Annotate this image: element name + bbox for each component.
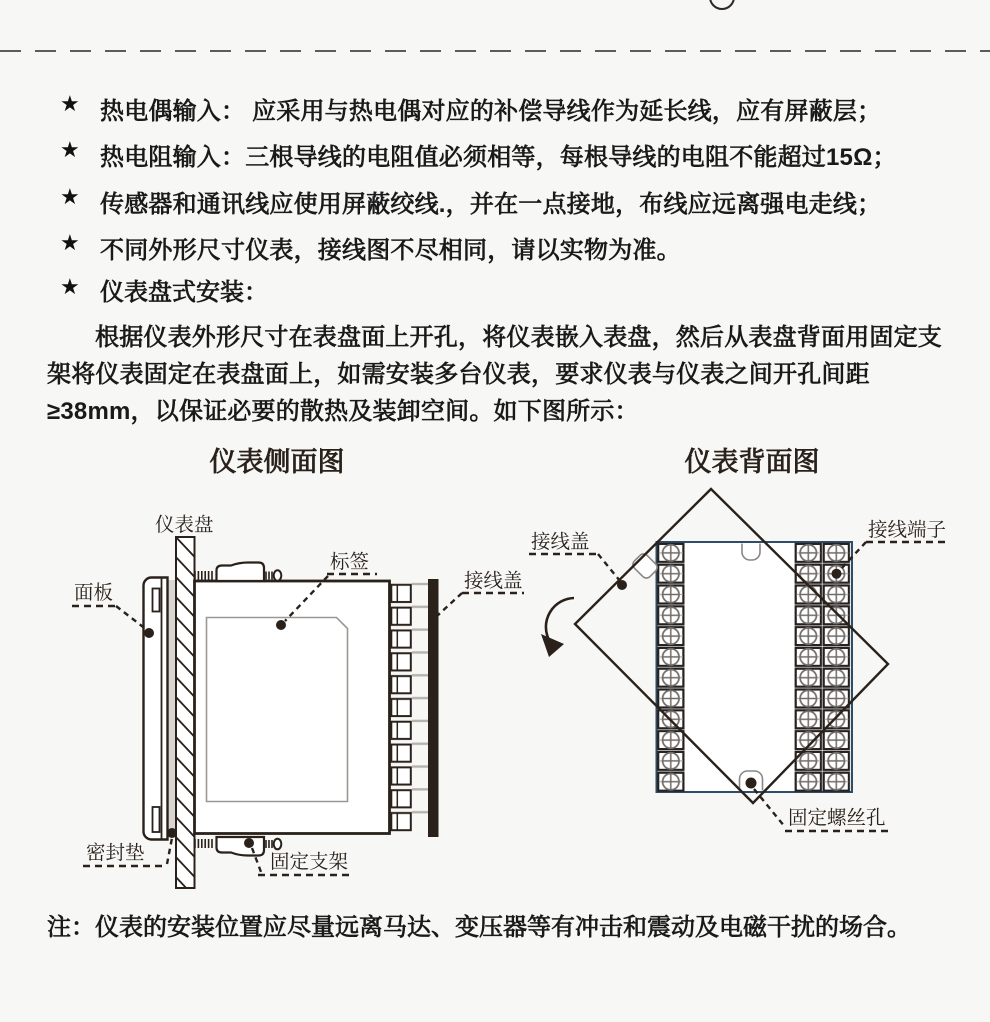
install-paragraph: 根据仪表外形尺寸在表盘面上开孔，将仪表嵌入表盘，然后从表盘背面用固定支架将仪表固定在表盘面上，如需安装多台仪表，要求仪表与仪表之间开孔间距≥38mm，以保证必要的散热及装卸空间。如下图所示： bbox=[47, 324, 942, 425]
top-dashed-divider bbox=[0, 50, 990, 52]
terminal-column-left bbox=[657, 543, 685, 793]
svg-text:标签: 标签 bbox=[330, 551, 370, 573]
installation-diagrams bbox=[0, 435, 990, 895]
bullet-item bbox=[0, 137, 990, 171]
svg-text:接线盖: 接线盖 bbox=[464, 570, 523, 592]
svg-text:接线盖: 接线盖 bbox=[531, 531, 590, 553]
bullet-item bbox=[0, 230, 990, 264]
label-panel-board: 仪表盘 bbox=[155, 514, 214, 536]
top-bracket-screw bbox=[195, 563, 281, 582]
bottom-bracket-screw bbox=[195, 837, 281, 856]
svg-text:固定支架: 固定支架 bbox=[270, 851, 349, 873]
callout-front-panel bbox=[72, 582, 154, 638]
svg-text:密封垫: 密封垫 bbox=[86, 842, 145, 864]
rotate-arrow-icon bbox=[541, 598, 574, 657]
back-view-title: 仪表背面图 bbox=[684, 447, 820, 477]
front-bezel bbox=[144, 578, 168, 840]
callout-terminal-cover-side bbox=[437, 570, 524, 616]
bottom-note: 注：仪表的安装位置应尽量远离马达、变压器等有冲击和震动及电磁干扰的场合。 bbox=[47, 914, 911, 941]
star-icon: ★ bbox=[60, 184, 80, 209]
terminal-strip bbox=[391, 583, 413, 834]
punch-hole-circle bbox=[709, 0, 735, 10]
svg-text:面板: 面板 bbox=[74, 582, 114, 604]
star-icon: ★ bbox=[60, 91, 80, 116]
panel-hatch-bar bbox=[176, 537, 195, 888]
star-icon: ★ bbox=[60, 137, 80, 162]
instrument-body bbox=[195, 581, 390, 834]
callout-terminal-cover-back bbox=[529, 531, 627, 590]
bullet-text: 不同外形尺寸仪表，接线图不尽相同，请以实物为准。 bbox=[100, 237, 681, 264]
bullet-text: 热电阻输入：三根导线的电阻值必须相等，每根导线的电阻不能超过15Ω； bbox=[100, 144, 897, 171]
star-icon: ★ bbox=[60, 230, 80, 255]
side-view-title: 仪表侧面图 bbox=[209, 447, 345, 477]
top-mount-tab bbox=[742, 544, 760, 561]
star-icon: ★ bbox=[60, 274, 80, 299]
section-heading: 仪表盘式安装： bbox=[100, 279, 268, 306]
bullet-text: 热电偶输入： 应采用与热电偶对应的补偿导线作为延长线，应有屏蔽层； bbox=[100, 98, 882, 125]
bullet-text: 传感器和通讯线应使用屏蔽绞线.，并在一点接地，布线应远离强电走线； bbox=[100, 191, 882, 218]
terminal-wire-lines bbox=[412, 583, 428, 834]
terminal-column-right-outer bbox=[822, 543, 850, 793]
seal-gasket-strip bbox=[168, 580, 177, 837]
bullet-item bbox=[0, 91, 990, 125]
bullet-item bbox=[0, 184, 990, 218]
svg-text:接线端子: 接线端子 bbox=[868, 519, 947, 541]
svg-text:固定螺丝孔: 固定螺丝孔 bbox=[788, 807, 886, 829]
terminal-cover-bar bbox=[428, 579, 439, 837]
